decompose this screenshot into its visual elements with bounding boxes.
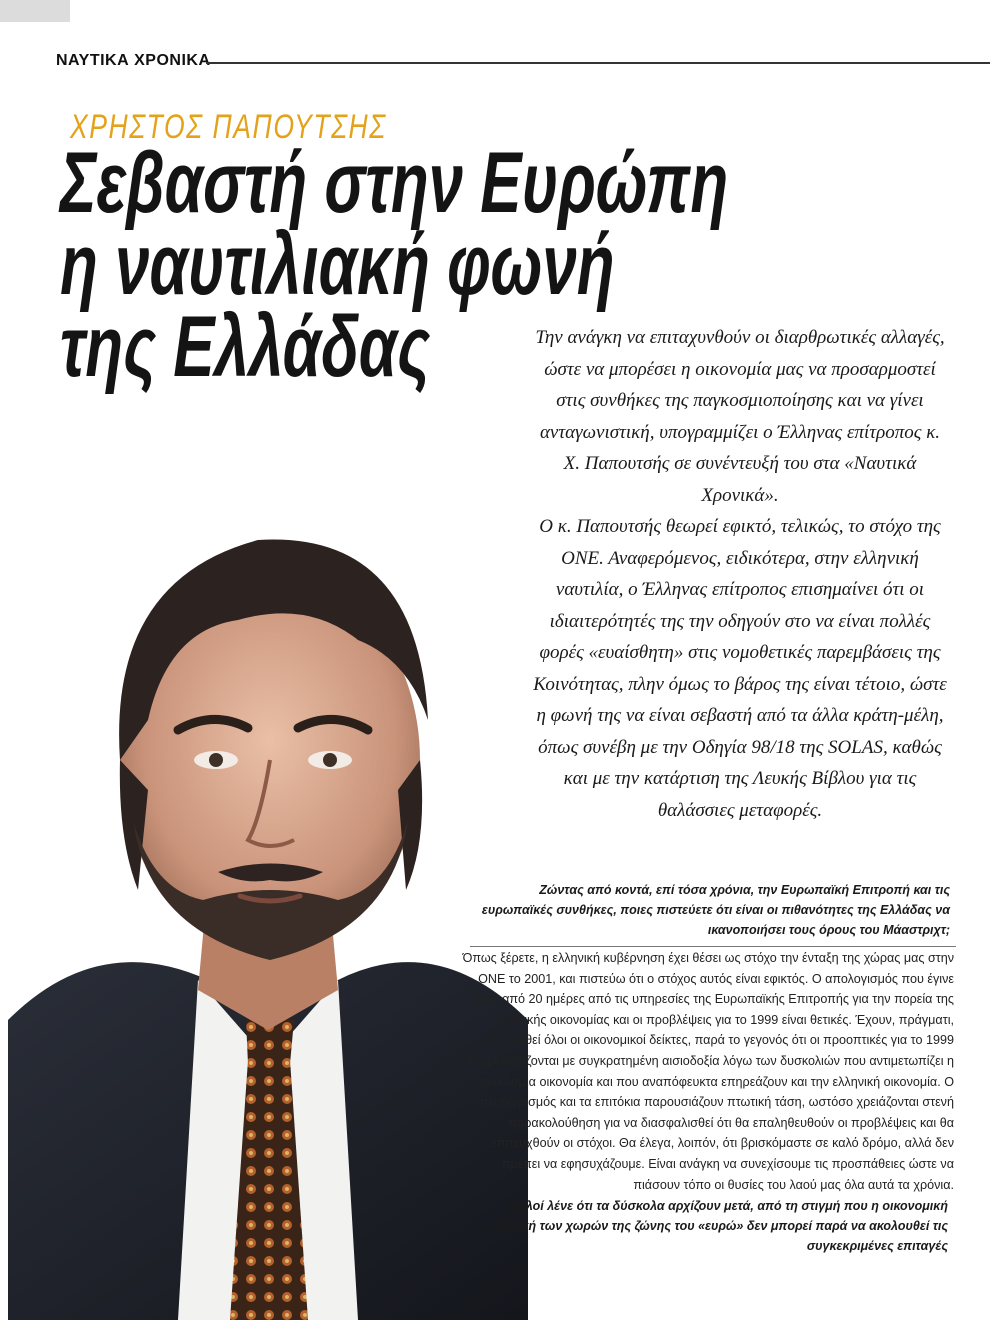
intro-paragraph: Ο κ. Παπουτσής θεωρεί εφικτό, τελικώς, το στόχο της ΟΝΕ. Αναφερόμενος, ειδικότερα, στην ελληνική ναυτιλία, ο Έλληνας επίτροπος επισημαίνει ότι οι ιδιαιτερότητές της την οδηγούν στο να είναι πολλές φορές «ευαίσθητη» στις νομοθετικές παρεμβάσεις της Κοινότητας, πλην όμως το βάρος της είναι τέτοιο, ώστε η φωνή της να είναι σεβαστή από τα άλλα κράτη-μέλη, όπως συνέβη με την Οδηγία 98/18 της SOLAS, καθώς και με την κατάρτιση της Λευκής Βίβλου για τις θαλάσσιες μεταφορές. xyxy=(533,516,947,821)
intro-text xyxy=(530,322,950,826)
author-name: ΧΡΗΣΤΟΣ ΠΑΠΟΥΤΣΗΣ xyxy=(70,108,387,146)
header-rule xyxy=(206,62,990,64)
headline-line: Σεβαστή στην Ευρώπη xyxy=(60,135,729,231)
intro-paragraph: Την ανάγκη να επιταχυνθούν οι διαρθρωτικές αλλαγές, ώστε να μπορέσει η οικονομία μας να προσαρμοστεί στις συνθήκες της παγκοσμιοποίησης και να γίνει ανταγωνιστική, υπογραμμίζει ο Έλληνας επίτροπος κ. Χ. Παπουτσής σε συνέντευξή του στα «Ναυτικά Χρονικά». xyxy=(535,327,945,506)
interview-question: Ζώντας από κοντά, επί τόσα χρόνια, την Ευρωπαϊκή Επιτροπή και τις ευρωπαϊκές συνθήκες, ποιες πιστεύετε ότι είναι οι πιθανότητες της Ελλάδας να ικανοποιήσει τους όρους του Μάαστριχτ; xyxy=(481,883,950,937)
portrait-illustration xyxy=(8,460,528,1320)
running-header xyxy=(46,52,990,74)
question-divider xyxy=(470,946,956,947)
headline-line: της Ελλάδας xyxy=(60,299,431,395)
interview-answer: Όπως ξέρετε, η ελληνική κυβέρνηση έχει θέσει ως στόχο την ένταξη της χώρας μας στην ΟΝΕ το 2001, και πιστεύω ότι ο στόχος αυτός είναι εφικτός. Ο απολογισμός που έγινε πριν από 20 ημέρες από τις υπηρεσίες της Ευρωπαϊκής Επιτροπής για την πορεία της ελληνικής οικονομίας και οι προβλέψεις για το 1999 είναι θετικές. Έχουν, πράγματι, βελτιωθεί όλοι οι οικονομικοί δείκτες, παρά το γεγονός ότι οι προοπτικές για το 1999 αντιμετωπίζονται με συγκρατημένη αισιοδοξία λόγω των δυσκολιών που αντιμετωπίζει η παγκόσμια οικονομία και που αναπόφευκτα επηρεάζουν και την ελληνική οικονομία. Ο πληθωρισμός και τα επιτόκια παρουσιάζουν πτωτική τάση, ωστόσο χρειάζονται στενή παρακολούθηση για να διασφαλισθεί ότι θα επαληθευθούν οι προβλέψεις και θα επιτευχθούν οι στόχοι. Θα έλεγα, λοιπόν, ότι βρισκόμαστε σε καλό δρόμο, αλλά δεν πρέπει να εφησυχάζουμε. Είναι ανάγκη να συνεχίσουμε τις προσπάθειες ώστε να πιάσουν τόπο οι θυσίες του λαού μας όλα αυτά τα χρόνια. xyxy=(462,951,954,1192)
page-corner-mark xyxy=(0,0,70,22)
portrait-photo xyxy=(8,460,528,1320)
magazine-name: ΝΑΥΤΙΚΑ ΧΡΟΝΙΚΑ xyxy=(56,52,211,69)
headline-line: η ναυτιλιακή φωνή xyxy=(60,217,615,313)
pull-quote: Πολλοί λένε ότι τα δύσκολα αρχίζουν μετά, από τη στιγμή που η οικονομική πολιτική των χωρών της ζώνης του «ευρώ» δεν μπορεί παρά να ακολουθεί τις συγκεκριμένες επιταγές xyxy=(485,1199,948,1253)
